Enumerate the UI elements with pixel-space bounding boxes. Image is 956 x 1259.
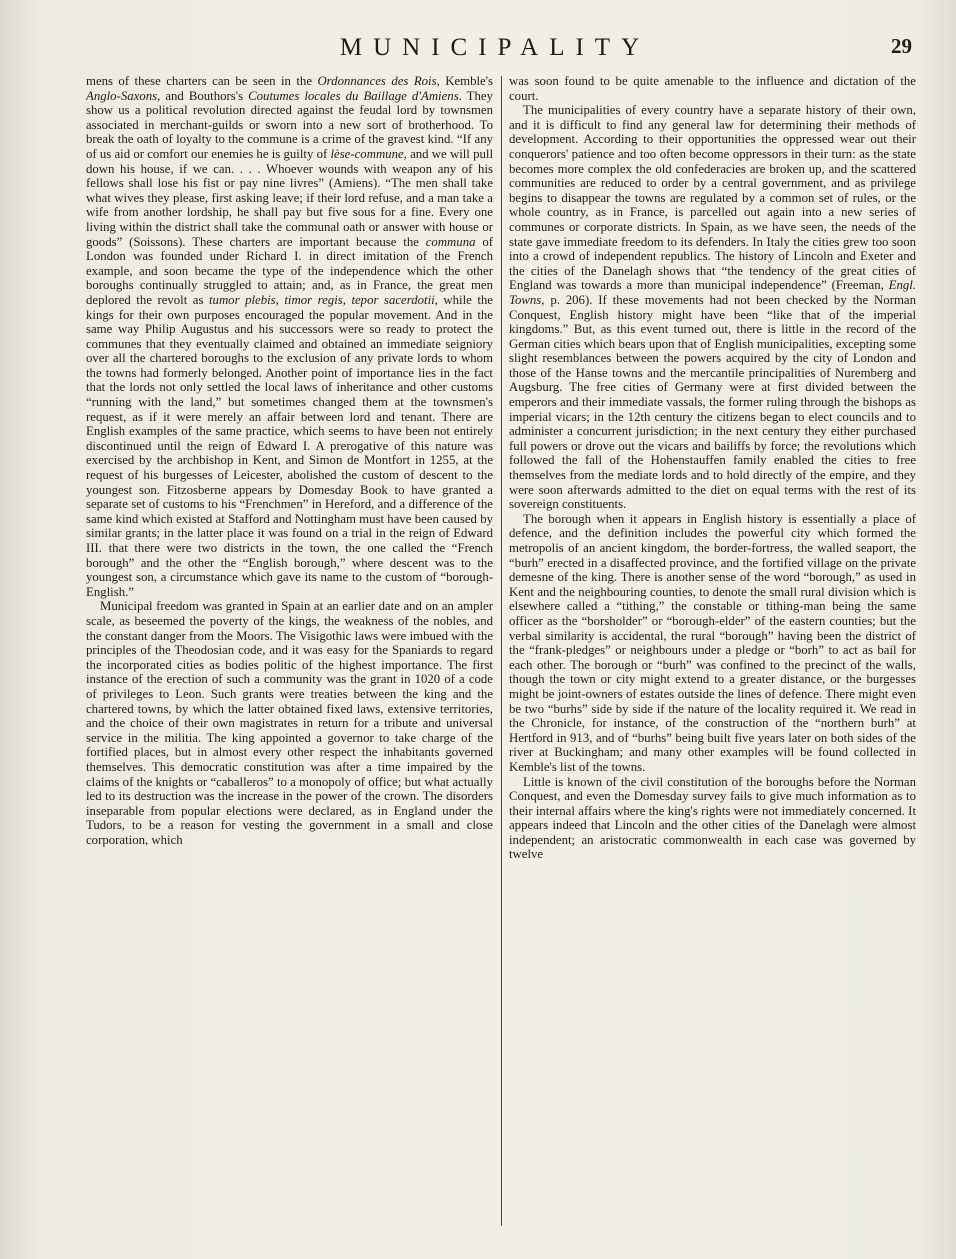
text-run: The municipalities of every country have a separate history of their own, and it is difficult to find any general law for determining their methods of development. According to their opportunities the oppressed wear out their conquerors' patience and too often become oppressors in their turn: as the state becomes more complex the old confederacies are broken up, and the scattered communities are reduced to order by a central government, and as privilege begins to disappear the towns are regulated by a common set of rules, or the whole country, as in France, is parcelled out again into a new series of communes or corporate districts. In Spain, as we have seen, the needs of the state gave immediate freedom to its defenders. In Italy the cities grew too soon into a crowd of independent republics. The history of Lincoln and Exeter and the cities of the Danelagh shows that “the tendency of the great cities of England was towards a more than municipal independence” (Freeman, <box>509 103 916 293</box>
text-columns <box>86 74 916 1234</box>
italic-title: Anglo-Saxons <box>86 88 158 103</box>
paragraph <box>86 74 493 599</box>
paragraph: Little is known of the civil constitution of the boroughs before the Norman Conquest, and even the Domesday survey fails to give much information as to their internal affairs where the king's rights were not immediately concerned. It appears indeed that Lincoln and the other cities of the Danelagh were almost independent; an aristocratic commonwealth in each case was governed by twelve <box>509 774 916 862</box>
paragraph: was soon found to be quite amenable to the influence and dictation of the court. <box>509 74 916 103</box>
text-run: of London was founded under Richard I. in direct imitation of the French example, and soon became the type of the independence which the other boroughs continually struggled to attain; and, as in France, the great men deplored the revolt as <box>86 234 493 307</box>
text-run: , p. 206). If these movements had not been checked by the Norman Conquest, English history might have been “like that of the imperial kingdoms.” But, as this event turned out, there is little in the record of the German cities which bears upon that of English municipalities, excepting some slight resemblances between the powers acquired by the city of London and those of the Hanse towns and the mercantile principalities of Nuremberg and Augsburg. The free cities of Germany were at first divided between the emperors and their immediate vassals, the former ruling through the bishops as imperial vicars; in the 12th century the citizens began to elect councils and to administer a concurrent jurisdiction; in the next century they either purchased full powers or drove out the vicars and bailiffs by force; the revolutions which followed the fall of the Hohenstauffen family enabled the cities to free themselves from the mediate lords and to hold directly of the empire, and they were soon afterwards admitted to the diet on equal terms with the rest of its sovereign constituents. <box>509 292 916 512</box>
paragraph <box>509 103 916 512</box>
right-column <box>509 74 916 1234</box>
italic-term: tumor plebis, timor regis, tepor sacerdotii <box>208 292 435 307</box>
text-run: , and we will pull down his house, if we can. . . . Whoever wounds with weapon any of his fellows shall lose his fist or pay nine livres” (Amiens). “The men shall take what wives they please, first asking leave; if their lord refuse, and a man take a wife from another lordship, he shall pay but five sous for a fine. Every one living within the district shall take the communal oath or answer with house or goods” (Soissons). These charters are important because the <box>86 146 493 249</box>
column-rule <box>501 76 502 1226</box>
paragraph: Municipal freedom was granted in Spain at an earlier date and on an ampler scale, as beseemed the poverty of the kings, the weakness of the nobles, and the constant danger from the Moors. The Visigothic laws were imbued with the principles of the Theodosian code, and it was easy for the Spaniards to regard the incorporated cities as bodies politic of the highest importance. The first instance of the erection of such a community was the grant in 1020 of a code of privileges to Leon. Such grants were treaties between the king and the chartered towns, by which the latter obtained fixed laws, extensive territories, and the choice of their own magistrates in return for a tribute and universal service in the militia. The king appointed a governor to take charge of the fortified places, but in almost every other respect the inhabitants governed themselves. This democratic constitution was after a time impaired by the claims of the knights or “caballeros” to a monopoly of office; but what actually led to its destruction was the increase in the power of the crown. The disorders inseparable from popular elections were declared, as in England under the Tudors, to be a reason for vesting the government in a small and close corporation, which <box>86 599 493 847</box>
paragraph: The borough when it appears in English history is essentially a place of defence, and the definition includes the powerful city which formed the metropolis of an ancient kingdom, the border-fortress, the walled seaport, the “burh” erected in a disaffected province, and the fortified village on the private demesne of the king. There is another sense of the word “borough,” as used in Kent and the neighbouring counties, to denote the small rural division which is elsewhere called a “tithing,” the constable or tithing-man being the same officer as the “borsholder” or “borough-elder” of the eastern counties; but the verbal similarity is accidental, the rural “borough” having been the district of the “frank-pledges” or neighbours under a pledge or “borh” to act as bail for each other. The borough or “burh” was confined to the precinct of the walls, though the town or city might extend to a greater distance, or the burgesses might be joint-owners of estates outside the lines of defence. There might even be two “burhs” side by side if the nature of the locality required it. We read in the Chronicle, for instance, of the construction of the “northern burh” at Hertford in 913, and of “burhs” being built five years later on both sides of the river at Buckingham; and many other examples will be found collected in Kemble's list of the towns. <box>509 511 916 774</box>
running-head: MUNICIPALITY <box>339 34 651 61</box>
italic-title: Ordonnances des Rois <box>317 74 437 88</box>
page-number: 29 <box>891 34 912 58</box>
text-run: . They show us a political revolution directed against the feudal lord by townsmen associated in merchant-guilds or sworn into a new sort of brotherhood. To break the oath of loyalty to the commune is a crime of the gravest kind. “If any of us aid or comfort our enemies he is guilty of <box>86 88 493 161</box>
page-header <box>76 34 914 68</box>
italic-term: communa <box>425 234 476 249</box>
left-column <box>86 74 493 1234</box>
italic-title: Engl. Towns <box>509 278 916 307</box>
italic-title: Coutumes locales du Baillage d'Amiens <box>248 88 459 103</box>
text-run: , Kemble's <box>436 74 493 88</box>
text-run: , while the kings for their own purposes encouraged the popular movement. And in the same way Philip Augustus and his successors were so ready to protect the communes that they eventually claimed and obtained an immediate seigniory over all the chartered boroughs to the exclusion of any private lords to whom the towns had formerly belonged. Another point of importance lies in the fact that the lords not only settled the local laws of inheritance and other customs “running with the land,” but sometimes changed them at the townsmen's request, as if it were merely an affair between lord and tenant. There are English examples of the same practice, which seems to have been not entirely discontinued until the reign of Edward I. A prerogative of this nature was exercised by the archbishop in Kent, and Simon de Montfort in 1255, at the request of his burgesses of Leicester, abolished the custom of descent to the youngest son. Fitzosberne appears by Domesday Book to have granted a separate set of customs to his “Frenchmen” in Hereford, and a difference of the same kind which existed at Stafford and Nottingham must have been caused by similar grants; in the latter place it was found on a trial in the reign of Edward III. that there were two districts in the town, the one called the “French borough” and the other the “English borough,” where descent was to the youngest son, a circumstance which gave its name to the custom of “borough-English.” <box>86 292 493 599</box>
text-run: mens of these charters can be seen in the <box>86 74 318 88</box>
text-run: , and Bouthors's <box>157 88 249 103</box>
italic-term: lèse-commune <box>330 146 404 161</box>
